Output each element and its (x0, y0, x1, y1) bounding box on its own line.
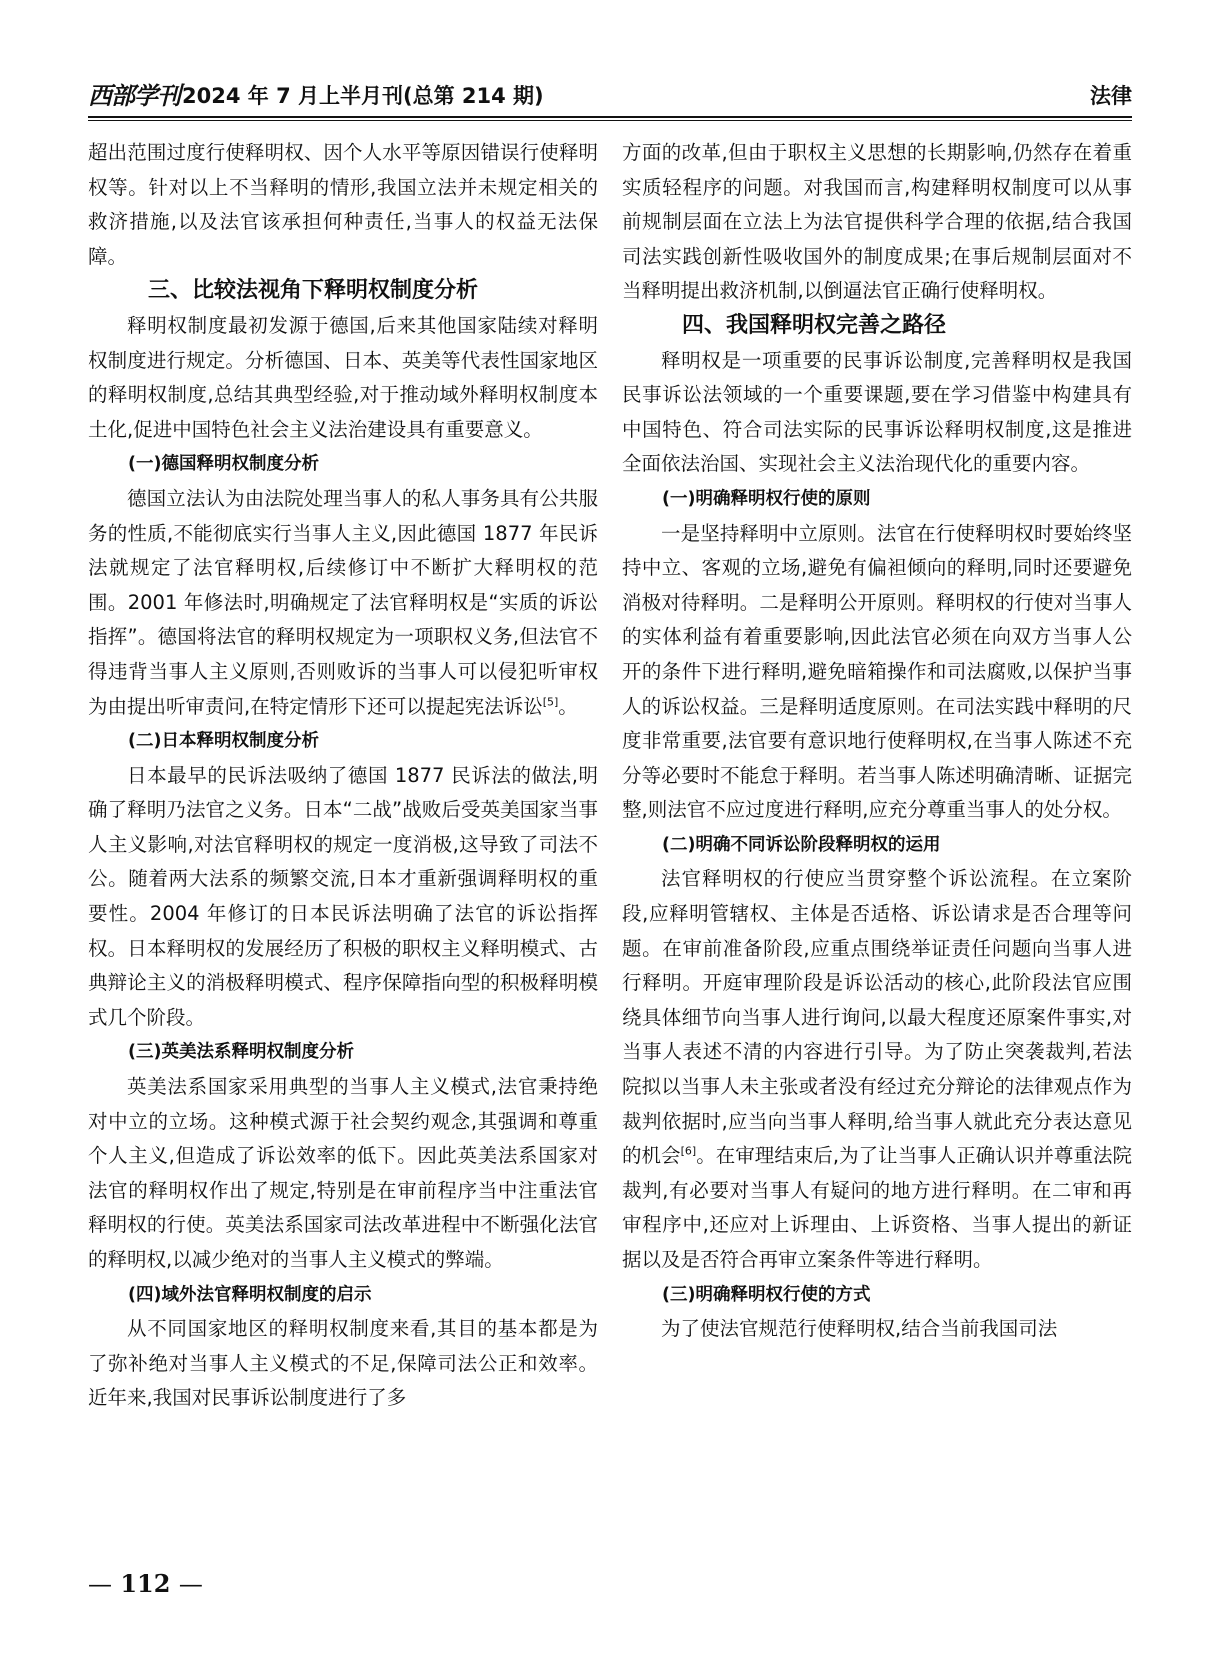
page-footer (88, 1566, 203, 1602)
running-header (88, 80, 1132, 112)
citation-ref: [5] (542, 695, 559, 708)
subheading-inspiration: (四)域外法官释明权制度的启示 (128, 1284, 372, 1305)
paragraph: 释明权是一项重要的民事诉讼制度,完善释明权是我国民事诉讼法领域的一个重要课题,要在学习借鉴中构建具有中国特色、符合司法实际的民事诉讼释明权制度,这是推进全面依法治国、实现社会主义法治现代化的重要内容。 (622, 348, 1132, 476)
issue-info: 2024 年 7 月上半月刊(总第 214 期) (182, 84, 544, 108)
paragraph-method: 为了使法官规范行使释明权,结合当前我国司法 (661, 1317, 1058, 1341)
paragraph-text: 法官释明权的行使应当贯穿整个诉讼流程。在立案阶段,应释明管辖权、主体是否适格、诉讼请求是否合理等问题。在审前准备阶段,应重点围绕举证责任问题向当事人进行释明。开庭审理阶段是诉讼活动的核心,此阶段法官应围绕具体细节向当事人进行询问,以最大程度还原案件事实,对当事人表述不清的内容进行引导。为了防止突袭裁判,若法院拟以当事人未主张或者没有经过充分辩论的法律观点作为裁判依据时,应当向当事人释明,给当事人就此充分表达意见的机会 (622, 867, 1132, 1168)
paragraph-continued: 方面的改革,但由于职权主义思想的长期影响,仍然存在着重实质轻程序的问题。对我国而言,构建释明权制度可以从事前规制层面在立法上为法官提供科学合理的依据,结合我国司法实践创新性吸收国外的制度成果;在事后规制层面对不当释明提出救济机制,以倒逼法官正确行使释明权。 (622, 141, 1132, 303)
section-heading-4: 四、我国释明权完善之路径 (682, 312, 947, 338)
header-rule-thick (88, 116, 1132, 118)
journal-logo: 西部学刊 (88, 81, 180, 110)
paragraph-japan: 日本最早的民诉法吸纳了德国 1877 民诉法的做法,明确了释明乃法官之义务。日本“二战”战败后受英美国家当事人主义影响,对法官释明权的规定一度消极,这导致了司法不公。随着两大法系的频繁交流,日本才重新强调释明权的重要性。2004 年修订的日本民诉法明确了法官的诉讼指挥权。日本释明权的发展经历了积极的职权主义释明模式、古典辩论主义的消极释明模式、程序保障指向型的积极释明模式几个阶段。 (88, 763, 598, 1029)
header-rule-thin (88, 120, 1132, 121)
subheading-japan: (二)日本释明权制度分析 (128, 731, 319, 752)
subheading-anglo-american: (三)英美法系释明权制度分析 (128, 1042, 354, 1063)
paragraph-text: 德国立法认为由法院处理当事人的私人事务具有公共服务的性质,不能彻底实行当事人主义,因此德国 1877 年民诉法就规定了法官释明权,后续修订中不断扩大释明权的范围。2001 年修法时,明确规定了法官释明权是“实质的诉讼指挥”。德国将法官的释明权规定为一项职权义务,但法官不得违背当事人主义原则,否则败诉的当事人可以侵犯听审权为由提出听审责问,在特定情形下还可以提起宪法诉讼 (88, 486, 598, 718)
paragraph-end: 。 (558, 694, 578, 718)
paragraph-germany (88, 482, 598, 724)
paragraph-continued: 超出范围过度行使释明权、因个人水平等原因错误行使释明权等。针对以上不当释明的情形,我国立法并未规定相关的救济措施,以及法官该承担何种责任,当事人的权益无法保障。 (88, 141, 598, 268)
paragraph-anglo-american: 英美法系国家采用典型的当事人主义模式,法官秉持绝对中立的立场。这种模式源于社会契约观念,其强调和尊重个人主义,但造成了诉讼效率的低下。因此英美法系国家对法官的释明权作出了规定,特别是在审前程序当中注重法官释明权的行使。英美法系国家司法改革进程中不断强化法官的释明权,以减少绝对的当事人主义模式的弊端。 (88, 1075, 598, 1271)
paragraph-inspiration: 从不同国家地区的释明权制度来看,其目的基本都是为了弥补绝对当事人主义模式的不足,保障司法公正和效率。近年来,我国对民事诉讼制度进行了多 (88, 1317, 598, 1410)
paragraph-stages (622, 862, 1132, 1277)
page-number: 112 (120, 1569, 171, 1598)
citation-ref: [6] (680, 1144, 697, 1158)
paragraph: 释明权制度最初发源于德国,后来其他国家陆续对释明权制度进行规定。分析德国、日本、英美等代表性国家地区的释明权制度,总结其典型经验,对于推动域外释明权制度本土化,促进中国特色社会主义法治建设具有重要意义。 (88, 313, 598, 441)
section-heading-3: 三、比较法视角下释明权制度分析 (148, 278, 479, 304)
left-column (88, 136, 598, 1416)
paragraph-text: 。在审理结束后,为了让当事人正确认识并尊重法院裁判,有必要对当事人有疑问的地方进行释明。在二审和再审程序中,还应对上诉理由、上诉资格、当事人提出的新证据以及是否符合再审立案条件等进行释明。 (622, 1144, 1132, 1271)
right-column (622, 136, 1132, 1347)
footer-dash: — (178, 1570, 203, 1598)
footer-dash: — (88, 1570, 112, 1598)
subheading-principle: (一)明确释明权行使的原则 (662, 488, 871, 509)
subheading-germany: (一)德国释明权制度分析 (128, 454, 319, 475)
section-tag: 法律 (1090, 84, 1132, 108)
subheading-stages: (二)明确不同诉讼阶段释明权的运用 (662, 834, 941, 855)
subheading-method: (三)明确释明权行使的方式 (662, 1284, 871, 1305)
paragraph-principle: 一是坚持释明中立原则。法官在行使释明权时要始终坚持中立、客观的立场,避免有偏袒倾向的释明,同时还要避免消极对待释明。二是释明公开原则。释明权的行使对当事人的实体利益有着重要影响,因此法官必须在向双方当事人公开的条件下进行释明,避免暗箱操作和司法腐败,以保护当事人的诉讼权益。三是释明适度原则。在司法实践中释明的尺度非常重要,法官要有意识地行使释明权,在当事人陈述不充分等必要时不能怠于释明。若当事人陈述明确清晰、证据完整,则法官不应过度进行释明,应充分尊重当事人的处分权。 (622, 521, 1132, 822)
